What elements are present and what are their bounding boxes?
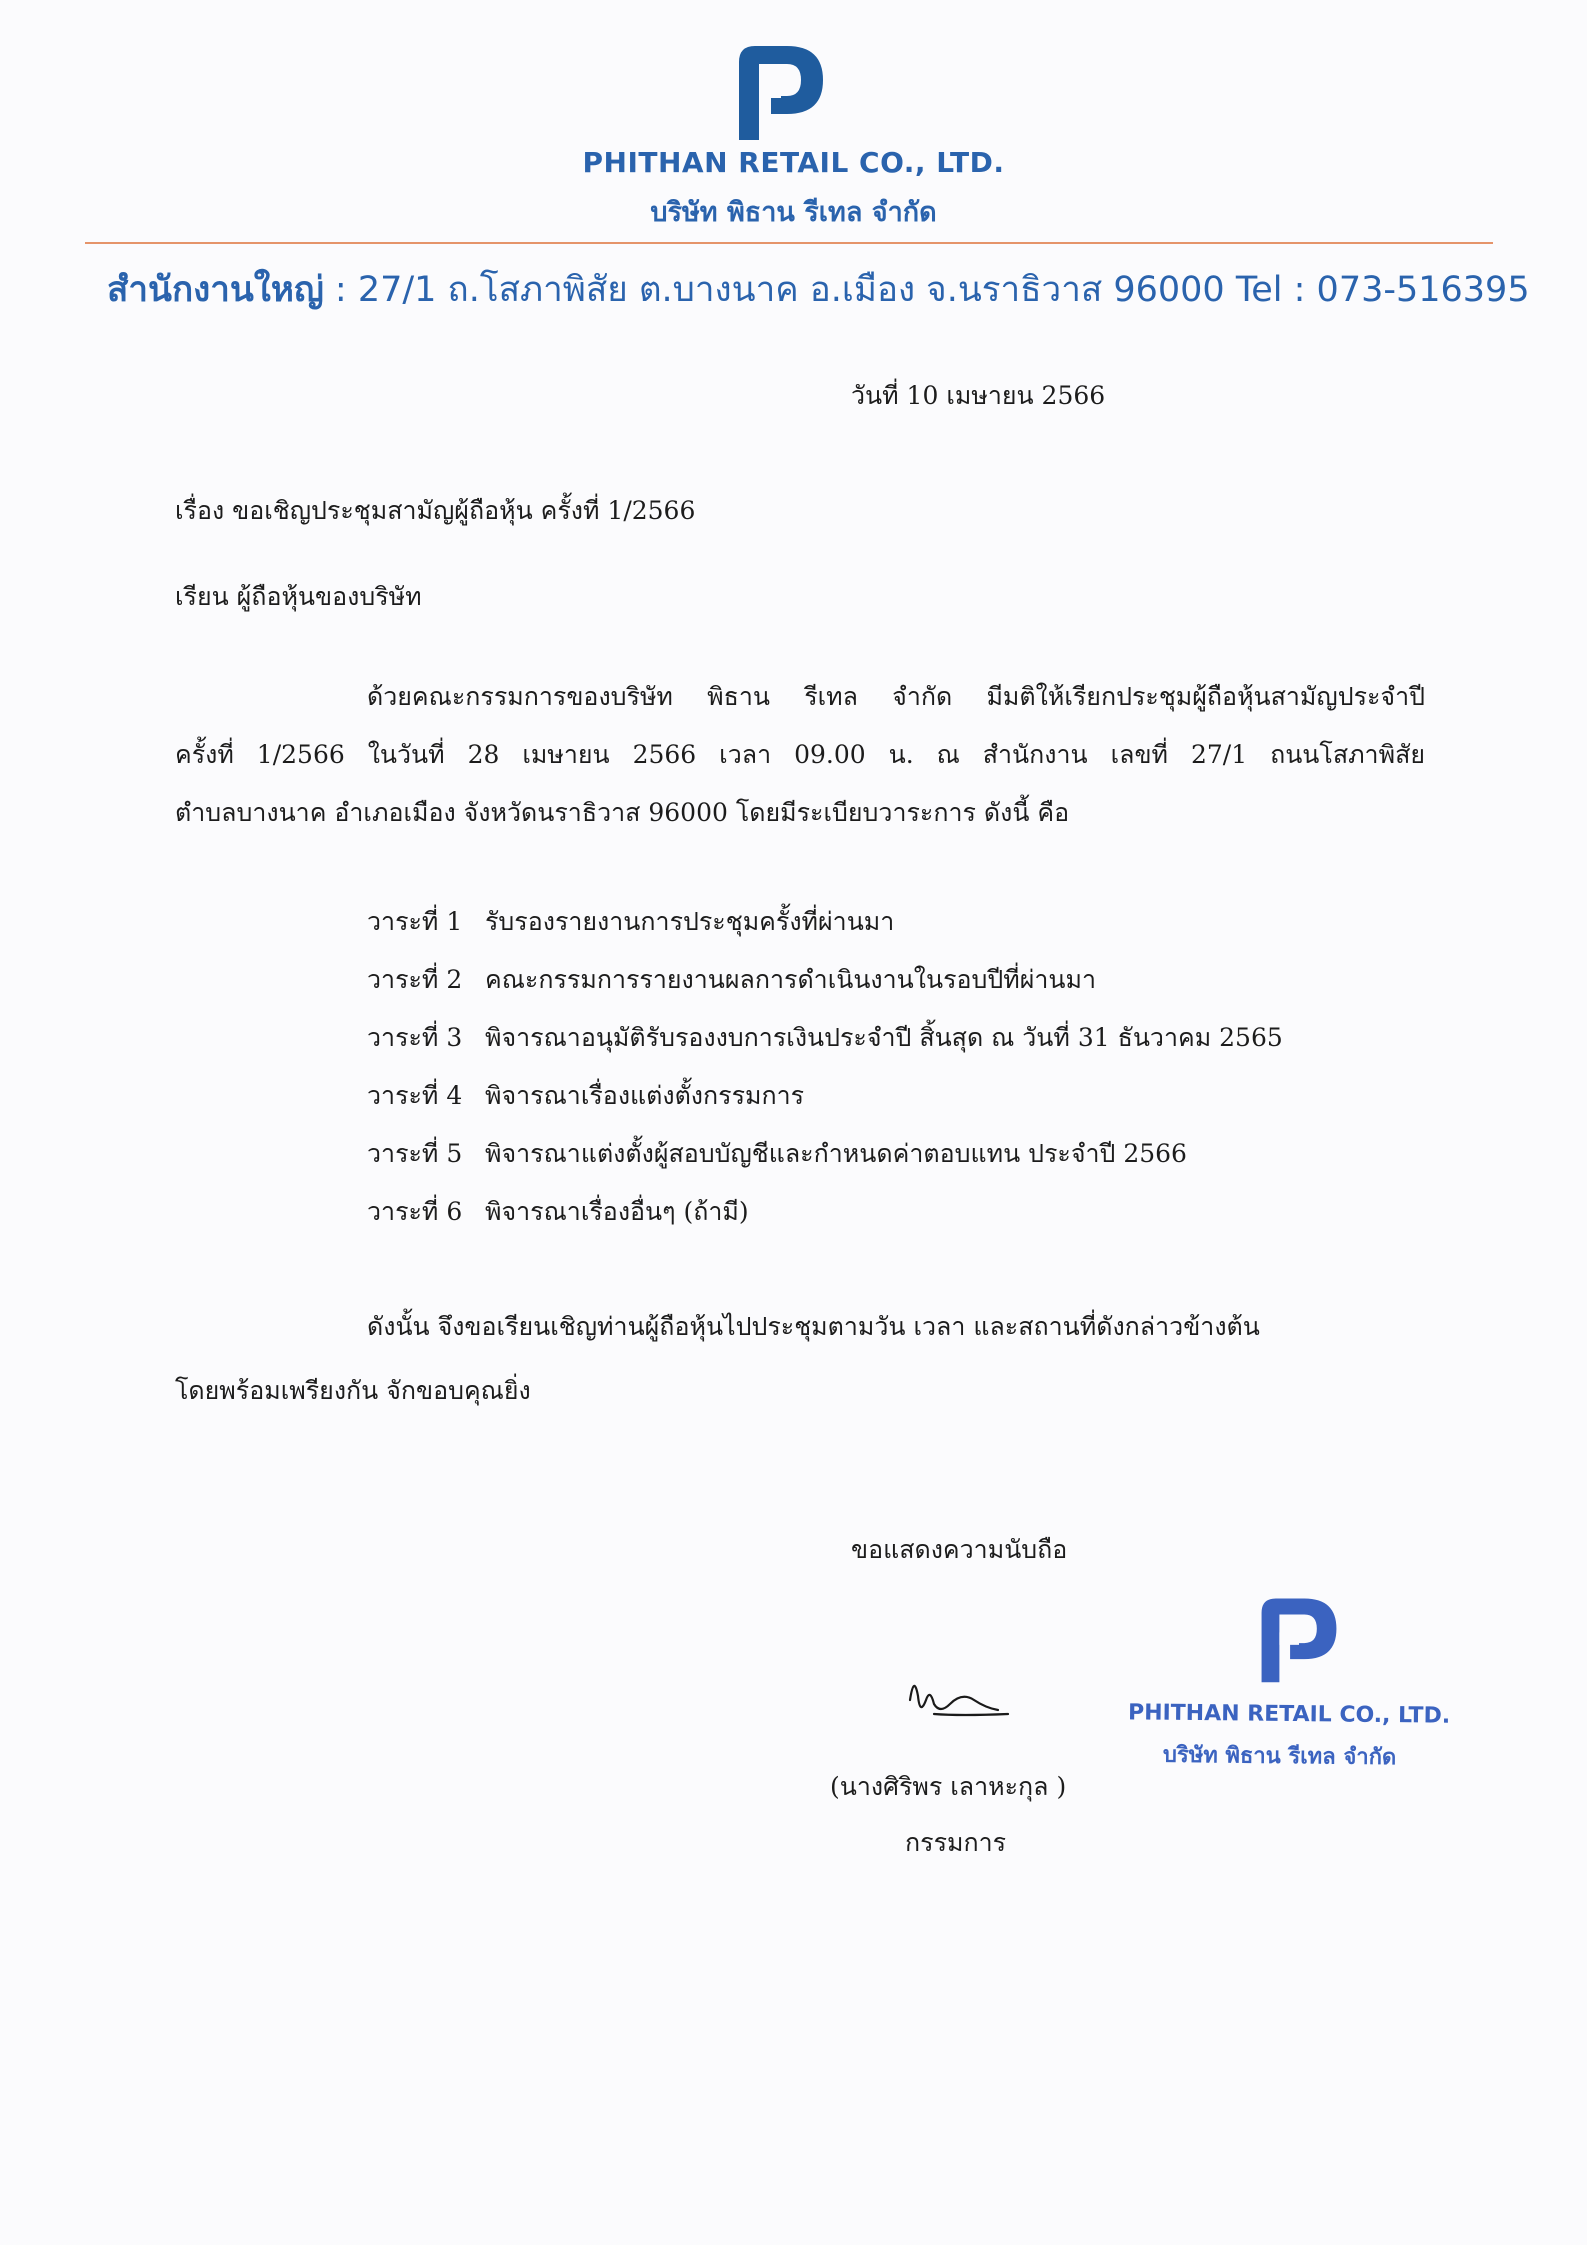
company-name-th: บริษัท พิธาน รีเทล จำกัด xyxy=(650,197,937,228)
agenda-text: พิจารณาอนุมัติรับรองงบการเงินประจำปี สิ้นสุด ณ วันที่ 31 ธันวาคม 2565 xyxy=(485,1023,1283,1052)
agenda-number: วาระที่ 4 xyxy=(367,1081,463,1110)
head-office-label: สำนักงานใหญ่ xyxy=(107,270,324,310)
paragraph-line: โดยพร้อมเพรียงกัน จักขอบคุณยิ่ง xyxy=(175,1376,531,1405)
letter-subject: เรื่อง ขอเชิญประชุมสามัญผู้ถือหุ้น ครั้งที่ 1/2566 xyxy=(175,496,696,525)
agenda-number: วาระที่ 6 xyxy=(367,1197,463,1226)
paragraph-line: ตำบลบางนาค อำเภอเมือง จังหวัดนราธิวาส 96000 โดยมีระเบียบวาระการ ดังนี้ คือ xyxy=(175,798,1070,827)
header-divider xyxy=(85,242,1493,244)
stamp-logo-icon xyxy=(1258,1592,1340,1687)
agenda-text: คณะกรรมการรายงานผลการดำเนินงานในรอบปีที่ผ่านมา xyxy=(485,965,1097,994)
paragraph-line: ครั้งที่ 1/2566 ในวันที่ 28 เมษายน 2566 เวลา 09.00 น. ณ สำนักงาน เลขที่ 27/1 ถนนโสภาพิสัย xyxy=(175,740,1425,769)
agenda-text: รับรองรายงานการประชุมครั้งที่ผ่านมา xyxy=(485,907,895,936)
agenda-text: พิจารณาแต่งตั้งผู้สอบบัญชีและกำหนดค่าตอบแทน ประจำปี 2566 xyxy=(485,1139,1187,1168)
agenda-item xyxy=(367,1125,1283,1183)
company-name-en: PHITHAN RETAIL CO., LTD. xyxy=(582,146,1005,179)
agenda-text: พิจารณาเรื่องอื่นๆ (ถ้ามี) xyxy=(485,1197,749,1226)
agenda-item xyxy=(367,893,1283,951)
agenda-text: พิจารณาเรื่องแต่งตั้งกรรมการ xyxy=(485,1081,805,1110)
handwritten-signature xyxy=(900,1670,1015,1730)
paragraph-line: ดังนั้น จึงขอเรียนเชิญท่านผู้ถือหุ้นไปประชุมตามวัน เวลา และสถานที่ดังกล่าวข้างต้น xyxy=(367,1312,1260,1341)
agenda-number: วาระที่ 5 xyxy=(367,1139,463,1168)
agenda-item xyxy=(367,1067,1283,1125)
letter-addressee: เรียน ผู้ถือหุ้นของบริษัท xyxy=(175,582,422,611)
stamp-company-th: บริษัท พิธาน รีเทล จำกัด xyxy=(1162,1742,1397,1771)
closing-paragraph xyxy=(175,1295,1425,1423)
signer-title: กรรมการ xyxy=(905,1828,1007,1857)
agenda-list xyxy=(367,893,1283,1241)
paragraph-line: ด้วยคณะกรรมการของบริษัท พิธาน รีเทล จำกัด มีมติให้เรียกประชุมผู้ถือหุ้นสามัญประจำปี xyxy=(367,682,1425,711)
letter-date: วันที่ 10 เมษายน 2566 xyxy=(851,381,1106,410)
agenda-item xyxy=(367,951,1283,1009)
signer-name: (นางศิริพร เลาหะกุล ) xyxy=(830,1772,1067,1801)
stamp-company-en: PHITHAN RETAIL CO., LTD. xyxy=(1127,1700,1451,1729)
head-office-details: : 27/1 ถ.โสภาพิสัย ต.บางนาค อ.เมือง จ.นราธิวาส 96000 Tel : 073-516395 xyxy=(323,270,1530,310)
agenda-number: วาระที่ 1 xyxy=(367,907,463,936)
company-logo-icon xyxy=(735,42,827,142)
agenda-item xyxy=(367,1183,1283,1241)
head-office-address xyxy=(107,262,1530,317)
agenda-number: วาระที่ 2 xyxy=(367,965,463,994)
agenda-item xyxy=(367,1009,1283,1067)
closing-salutation: ขอแสดงความนับถือ xyxy=(851,1535,1068,1564)
agenda-number: วาระที่ 3 xyxy=(367,1023,463,1052)
invitation-paragraph xyxy=(175,668,1425,842)
